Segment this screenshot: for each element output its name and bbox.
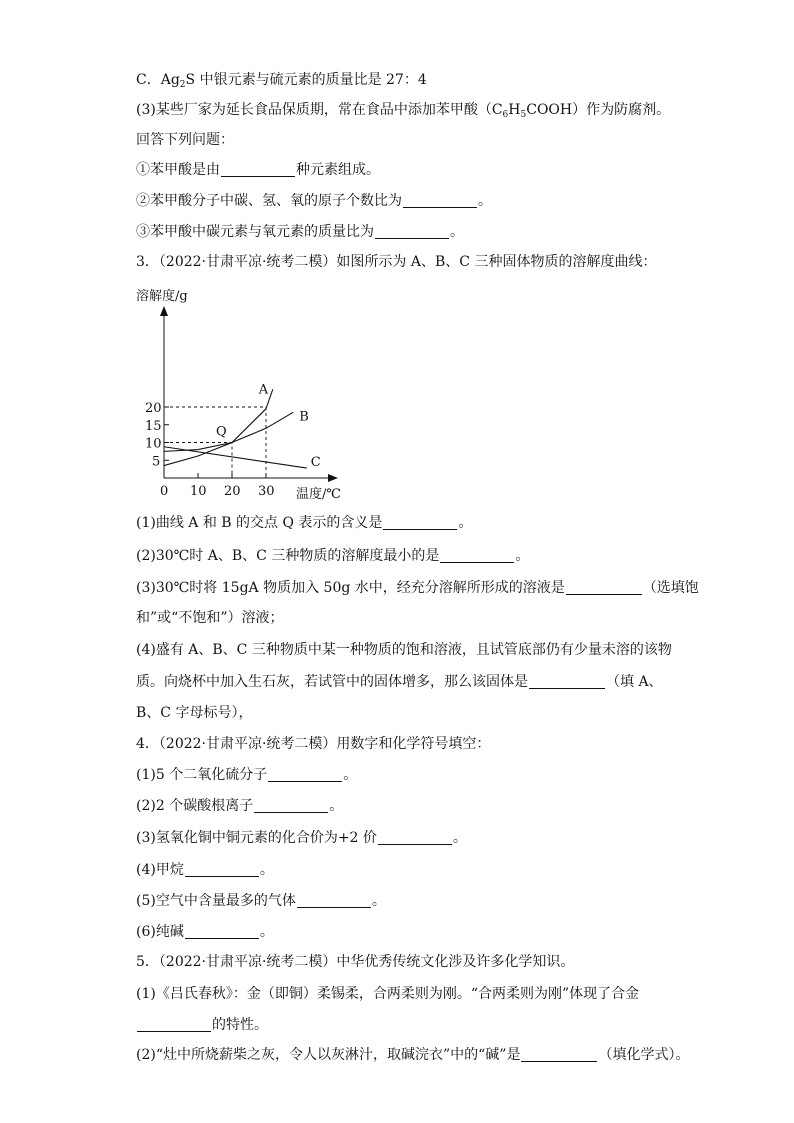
intersection-label-q: Q	[216, 424, 227, 440]
x-tick-label: 0	[160, 484, 169, 499]
question-4-title: 4．（2022·甘肃平凉·统考二模）用数字和化学符号填空：	[136, 736, 491, 752]
y-axis-arrow	[160, 306, 168, 316]
answer-blank[interactable]	[137, 1017, 211, 1032]
curve-b	[164, 412, 293, 451]
q4-part-6: (6)纯碱 。	[136, 924, 274, 940]
q3-part-4-end: B、C 字母标号），	[136, 705, 253, 721]
answer-blank[interactable]	[221, 162, 295, 177]
answer-blank[interactable]	[185, 862, 259, 877]
answer-blank[interactable]	[521, 1047, 597, 1062]
y-axis-label: 溶解度/g	[136, 289, 188, 304]
q4-part-5: (5)空气中含量最多的气体 。	[136, 893, 386, 909]
q3-part-4: (4)盛有 A、B、C 三种物质中某一种物质的饱和溶液，且试管底部仍有少量未溶的该物	[136, 642, 672, 658]
q5-part-1-cont: 的特性。	[136, 1015, 268, 1035]
x-axis-label: 温度/℃	[296, 487, 341, 502]
sub-question-3: ③苯甲酸中碳元素与氧元素的质量比为 。	[136, 224, 464, 240]
q4-part-2: (2)2 个碳酸根离子 。	[136, 798, 344, 814]
answer-blank[interactable]	[268, 767, 342, 782]
answer-blank[interactable]	[378, 830, 452, 845]
answer-blank[interactable]	[297, 893, 371, 908]
y-tick-label: 5	[152, 454, 161, 470]
curve-c	[164, 447, 307, 468]
x-tick-label: 30	[258, 484, 275, 499]
curve-label-a: A	[258, 382, 269, 398]
answer-blank[interactable]	[383, 515, 457, 530]
q3-part-4-cont: 质。向烧杯中加入生石灰，若试管中的固体增多，那么该固体是 （填 A、	[136, 674, 663, 690]
curve-label-c: C	[310, 455, 321, 471]
solubility-chart	[128, 282, 368, 504]
q3-part-3-cont: 和”或“不饱和”）溶液；	[136, 610, 284, 626]
answer-prompt: 回答下列问题：	[136, 132, 234, 148]
q4-part-1: (1)5 个二氧化硫分子 。	[136, 767, 358, 783]
question-5-title: 5．（2022·甘肃平凉·统考二模）中华优秀传统文化涉及许多化学知识。	[136, 954, 575, 970]
y-tick-label: 20	[145, 401, 162, 416]
q3-part-3: (3)30℃时将 15gA 物质加入 50g 水中，经充分溶解所形成的溶液是 （选填饱	[136, 580, 699, 596]
y-tick-label: 15	[145, 418, 162, 434]
y-tick-label: 10	[145, 436, 162, 452]
answer-blank[interactable]	[375, 224, 449, 239]
sub-question-1: ①苯甲酸是由 种元素组成。	[136, 162, 380, 178]
q4-part-4: (4)甲烷 。	[136, 862, 274, 878]
q5-part-1: (1)《吕氏春秋》：金（即铜）柔锡柔，合两柔则为刚。“合两柔则为刚”体现了合金	[136, 986, 640, 1002]
question-3-title: 3．（2022·甘肃平凉·统考二模）如图所示为 A、B、C 三种固体物质的溶解度曲线：	[136, 254, 657, 270]
answer-blank[interactable]	[185, 924, 259, 939]
sub-question-2: ②苯甲酸分子中碳、氢、氧的原子个数比为 。	[136, 193, 492, 209]
x-axis-arrow	[328, 474, 338, 482]
q3-stem: (3)某些厂家为延长食品保质期，常在食品中添加苯甲酸$(C_6H_5COOH)$作为防腐剂。	[136, 102, 671, 120]
curve-label-b: B	[299, 409, 309, 425]
q3-part-2: (2)30℃时 A、B、C 三种物质的溶解度最小的是 。	[136, 548, 530, 564]
q5-part-2: (2)“灶中所烧薪柴之灰，令人以灰淋汁，取碱浣衣”中的“碱”是 （填化学式）。	[136, 1047, 690, 1063]
answer-blank[interactable]	[254, 798, 328, 813]
answer-blank[interactable]	[403, 193, 477, 208]
x-tick-label: 10	[190, 484, 207, 499]
option-c: C．$Ag_2S$ 中银元素与硫元素的质量比是 27：4	[136, 72, 427, 90]
answer-blank[interactable]	[440, 548, 514, 563]
answer-blank[interactable]	[529, 674, 605, 689]
q3-part-1: (1)曲线 A 和 B 的交点 Q 表示的含义是 。	[136, 515, 473, 531]
x-tick-label: 20	[224, 484, 241, 499]
answer-blank[interactable]	[566, 580, 642, 595]
q4-part-3: (3)氢氧化铜中铜元素的化合价为+2 价 。	[136, 830, 467, 846]
